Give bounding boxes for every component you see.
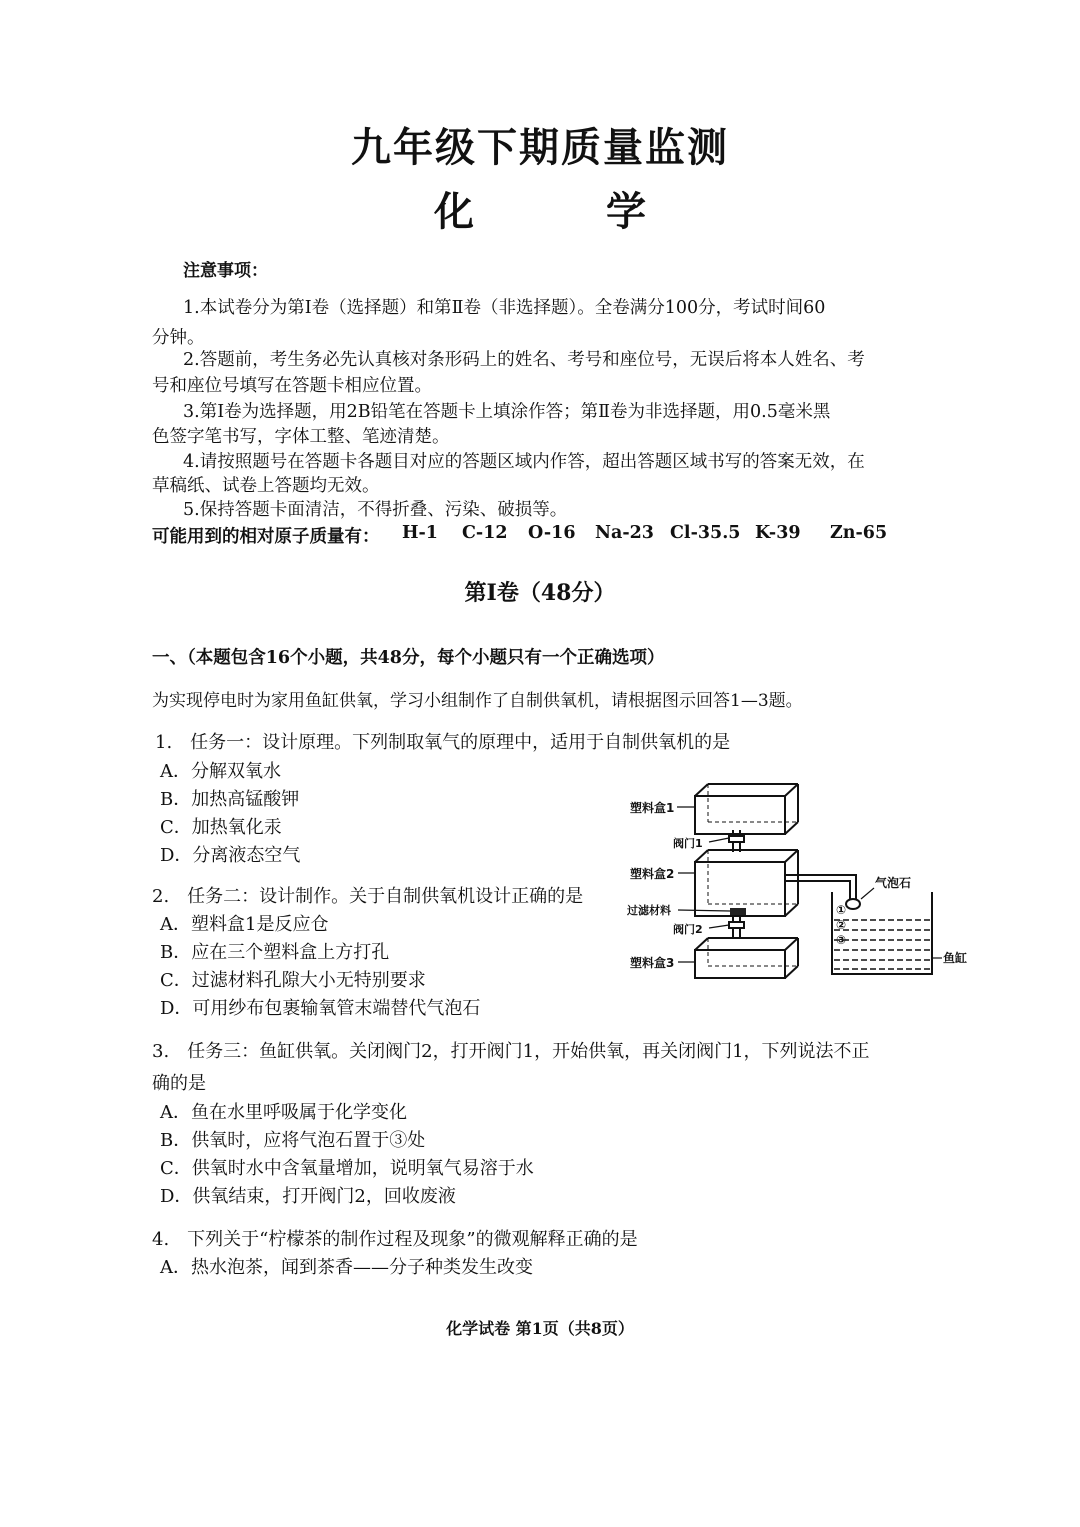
- notice-line: 5.保持答题卡面清洁，不得折叠、污染、破损等。: [183, 500, 568, 520]
- atomic-mass-item: O-16: [528, 523, 576, 543]
- filter-material: [730, 908, 746, 915]
- notice-line: 4.请按照题号在答题卡各题目对应的答题区域内作答，超出答题区域书写的答案无效，在: [183, 452, 865, 472]
- section-title: 第Ⅰ卷（48分）: [464, 580, 616, 606]
- question-1-option-b: B．加热高锰酸钾: [160, 789, 300, 810]
- label-valve-2: 阀门2: [673, 923, 703, 936]
- atomic-mass-item: C-12: [462, 523, 508, 543]
- notice-line: 草稿纸、试卷上答题均无效。: [152, 476, 380, 496]
- notice-line: 1.本试卷分为第Ⅰ卷（选择题）和第Ⅱ卷（非选择题）。全卷满分100分，考试时间60: [183, 298, 826, 318]
- question-4-option-a: A．热水泡茶，闻到茶香——分子种类发生改变: [160, 1257, 533, 1278]
- atomic-mass-item: H-1: [402, 523, 438, 543]
- question-3-option-b: B．供氧时，应将气泡石置于③处: [160, 1130, 426, 1151]
- position-3: ③: [836, 933, 847, 947]
- part-title: 一、（本题包含16个小题，共48分，每个小题只有一个正确选项）: [152, 648, 665, 668]
- question-3-option-c: C．供氧时水中含氧量增加，说明氧气易溶于水: [160, 1158, 534, 1179]
- position-2: ②: [836, 918, 847, 932]
- page-footer: 化学试卷 第1页（共8页）: [446, 1319, 634, 1338]
- question-4-stem: 4. 下列关于“柠檬茶的制作过程及现象”的微观解释正确的是: [152, 1229, 638, 1250]
- label-box-3: 塑料盒3: [630, 956, 675, 970]
- atomic-mass-item: Na-23: [595, 523, 654, 543]
- position-1: ①: [836, 903, 847, 917]
- bubble-stone: [846, 899, 860, 909]
- exam-title: 九年级下期质量监测: [351, 124, 729, 171]
- label-valve-1: 阀门1: [673, 837, 703, 850]
- notice-line: 色签字笔书写，字体工整、笔迹清楚。: [152, 427, 450, 447]
- notice-line: 3.第Ⅰ卷为选择题，用2B铅笔在答题卡上填涂作答；第Ⅱ卷为非选择题，用0.5毫米黑: [183, 402, 831, 422]
- notice-line: 2.答题前，考生务必先认真核对条形码上的姓名、考号和座位号，无误后将本人姓名、考: [183, 350, 865, 370]
- question-2-stem: 2. 任务二：设计制作。关于自制供氧机设计正确的是: [152, 886, 584, 907]
- plastic-box-2: [695, 850, 798, 916]
- atomic-mass-label: 可能用到的相对原子质量有：: [152, 527, 380, 547]
- label-box-2: 塑料盒2: [630, 867, 675, 881]
- plastic-box-3: [695, 938, 798, 978]
- oxygen-tube: [785, 875, 856, 900]
- notice-line: 号和座位号填写在答题卡相应位置。: [152, 376, 432, 396]
- question-3-option-a: A．鱼在水里呼吸属于化学变化: [160, 1102, 407, 1123]
- label-box-1: 塑料盒1: [630, 801, 675, 815]
- question-3-stem: 3. 任务三：鱼缸供氧。关闭阀门2，打开阀门1，开始供氧，再关闭阀门1，下列说法不正: [152, 1041, 870, 1062]
- label-fish-tank: 鱼缸: [943, 951, 968, 965]
- atomic-mass-item: Cl-35.5: [670, 523, 741, 543]
- atomic-mass-item: K-39: [755, 523, 801, 543]
- atomic-mass-item: Zn-65: [830, 523, 888, 543]
- label-bubble-stone: 气泡石: [875, 876, 912, 890]
- question-2-option-d: D．可用纱布包裹输氧管末端替代气泡石: [160, 998, 481, 1019]
- label-filter: 过滤材料: [627, 904, 671, 917]
- notice-heading: 注意事项：: [183, 261, 268, 281]
- question-1-option-d: D．分离液态空气: [160, 845, 301, 866]
- question-3-stem-continued: 确的是: [152, 1073, 206, 1094]
- plastic-box-1: [695, 784, 798, 834]
- question-1-stem: 1. 任务一：设计原理。下列制取氧气的原理中，适用于自制供氧机的是: [155, 732, 731, 753]
- question-1-option-a: A．分解双氧水: [160, 761, 281, 782]
- question-2-option-b: B．应在三个塑料盒上方打孔: [160, 942, 390, 963]
- subject-title: 化 学: [434, 188, 692, 235]
- oxygen-apparatus-figure: [620, 772, 980, 987]
- question-2-option-a: A．塑料盒1是反应仓: [160, 914, 329, 935]
- question-1-option-c: C．加热氧化汞: [160, 817, 282, 838]
- question-2-option-c: C．过滤材料孔隙大小无特别要求: [160, 970, 426, 991]
- valve-2: [729, 916, 744, 938]
- question-3-option-d: D．供氧结束，打开阀门2，回收废液: [160, 1186, 456, 1207]
- intro-text: 为实现停电时为家用鱼缸供氧，学习小组制作了自制供氧机，请根据图示回答1—3题。: [152, 691, 803, 711]
- notice-line: 分钟。: [152, 328, 205, 348]
